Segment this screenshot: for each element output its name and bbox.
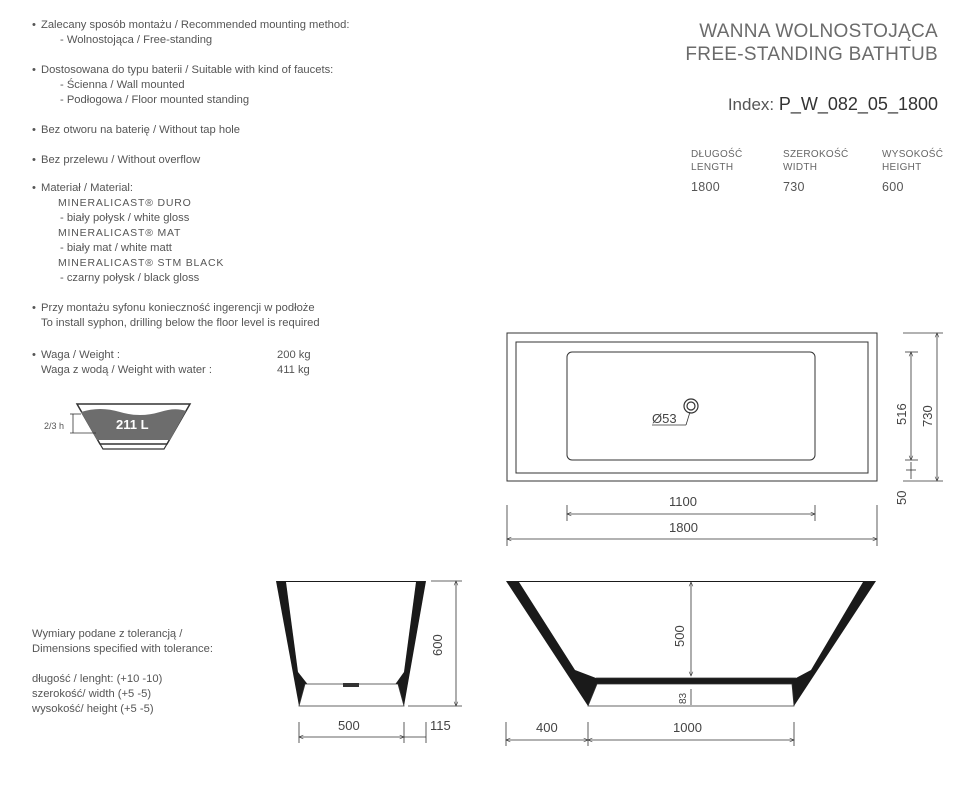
spec-overflow-text: Bez przelewu / Without overflow xyxy=(41,154,201,166)
material-2-desc: - biały mat / white matt xyxy=(60,242,172,254)
tolerance-height: wysokość/ height (+5 -5) xyxy=(32,703,154,715)
tolerance-length: długość / lenght: (+10 -10) xyxy=(32,673,163,685)
spec-syphon: • Przy montażu syfonu konieczność ingerencji w podłoże xyxy=(32,302,315,314)
dim-width-en: WIDTH xyxy=(783,162,818,173)
spec-syphon-en: To install syphon, drilling below the floor level is required xyxy=(41,317,320,329)
top-basin xyxy=(567,352,815,460)
drain-icon xyxy=(684,399,698,413)
index-label: Index: xyxy=(727,95,775,114)
spec-mounting-sub: - Wolnostojąca / Free-standing xyxy=(60,34,213,46)
dim-side-offset: 115 xyxy=(430,718,451,733)
material-3-name: MINERALICAST® STM BLACK xyxy=(58,257,225,269)
weight-water-value: 411 kg xyxy=(277,364,310,376)
side-inner xyxy=(286,582,416,686)
dim-front-offset: 400 xyxy=(536,720,558,735)
volume-label: 211 L xyxy=(116,417,149,432)
spec-material: • Materiał / Material: xyxy=(32,182,134,194)
tolerance-line1: Wymiary podane z tolerancją / xyxy=(32,628,183,640)
fill-level-label: 2/3 h xyxy=(44,421,65,431)
capacity-icon xyxy=(44,404,190,449)
spec-material-text: Materiał / Material: xyxy=(41,182,134,194)
spec-faucets-sub2: - Podłogowa / Floor mounted standing xyxy=(60,94,250,106)
dim-side-height: 600 xyxy=(430,634,445,656)
dim-total-width: 730 xyxy=(920,405,935,427)
title-en: FREE-STANDING BATHTUB xyxy=(685,44,938,65)
dim-total-length: 1800 xyxy=(669,520,698,535)
dim-length-pl: DŁUGOŚĆ xyxy=(691,149,743,160)
index-value: P_W_082_05_1800 xyxy=(778,94,938,114)
material-3-desc: - czarny połysk / black gloss xyxy=(60,272,200,284)
dim-front-base: 1000 xyxy=(673,720,702,735)
dim-front-depth: 500 xyxy=(672,625,687,647)
dim-height-pl: WYSOKOŚĆ xyxy=(882,149,944,160)
top-outer-rim xyxy=(507,333,877,481)
spec-tap-hole-text: Bez otworu na baterię / Without tap hole xyxy=(41,124,241,136)
front-view xyxy=(506,581,876,746)
top-view xyxy=(507,333,943,546)
spec-tap-hole: • Bez otworu na baterię / Without tap hole xyxy=(32,124,241,136)
dim-side-width: 500 xyxy=(338,718,360,733)
dim-inner-width: 516 xyxy=(894,403,909,425)
dim-length-en: LENGTH xyxy=(691,162,734,173)
spec-faucets: • Dostosowana do typu baterii / Suitable with kind of faucets: xyxy=(32,64,334,76)
weight-row: • Waga / Weight : 200 kg xyxy=(32,349,311,361)
weight-label: Waga / Weight : xyxy=(41,349,120,361)
spec-syphon-pl: Przy montażu syfonu konieczność ingerencji w podłoże xyxy=(41,302,315,314)
dim-width-pl: SZEROKOŚĆ xyxy=(783,149,849,160)
dim-height-en: HEIGHT xyxy=(882,162,922,173)
weight-water-label: Waga z wodą / Weight with water : xyxy=(41,364,212,376)
tolerance-width: szerokość/ width (+5 -5) xyxy=(32,688,152,700)
dim-height-value: 600 xyxy=(882,180,904,194)
spec-overflow: • Bez przelewu / Without overflow xyxy=(32,154,201,166)
spec-mounting-text: Zalecany sposób montażu / Recommended mounting method: xyxy=(41,19,350,31)
material-1-name: MINERALICAST® DURO xyxy=(58,197,192,209)
title-pl: WANNA WOLNOSTOJĄCA xyxy=(699,21,938,42)
dim-inner-length: 1100 xyxy=(669,494,697,509)
spec-faucets-sub1: - Ścienna / Wall mounted xyxy=(60,79,185,91)
tolerance-line2: Dimensions specified with tolerance: xyxy=(32,643,213,655)
dim-front-floor: 83 xyxy=(678,692,689,704)
material-2-name: MINERALICAST® MAT xyxy=(58,227,182,239)
drain-label: Ø53 xyxy=(652,411,677,426)
spec-mounting: • Zalecany sposób montażu / Recommended mounting method: xyxy=(32,19,350,31)
side-view xyxy=(276,581,462,743)
weight-value: 200 kg xyxy=(277,349,311,361)
material-1-desc: - biały połysk / white gloss xyxy=(60,212,190,224)
dim-length-value: 1800 xyxy=(691,180,721,194)
spec-faucets-text: Dostosowana do typu baterii / Suitable with kind of faucets: xyxy=(41,64,334,76)
dim-width-value: 730 xyxy=(783,180,805,194)
dim-offset-width: 50 xyxy=(894,490,909,505)
